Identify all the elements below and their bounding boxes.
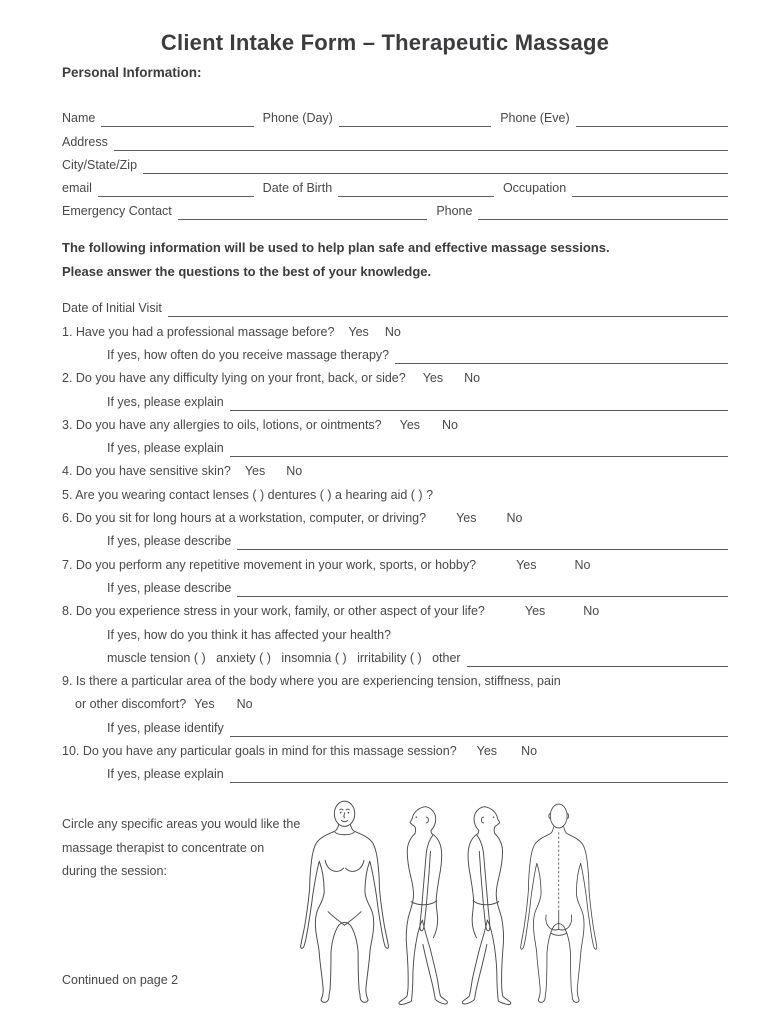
question-9-no-option[interactable]: No [236,697,253,712]
address-label: Address [62,134,108,149]
question-1-text: 1. Have you had a professional massage before? [62,324,335,339]
question-6-text: 6. Do you sit for long hours at a workstation, computer, or driving? [62,511,427,526]
question-1-subrow [62,341,728,364]
body-map-instructions [62,813,312,883]
question-4-text: 4. Do you have sensitive skin? [62,464,231,479]
question-7-text: 7. Do you perform any repetitive movement in your work, sports, or hobby? [62,557,477,572]
question-2-yes-option[interactable]: Yes [422,371,444,386]
initial-visit-label: Date of Initial Visit [62,301,162,316]
question-4 [62,457,728,480]
phone-eve-label: Phone (Eve) [500,111,570,126]
question-2-sub-input-line[interactable] [230,390,728,411]
question-8-text: 8. Do you experience stress in your work, family, or other aspect of your life? [62,604,485,619]
question-8-sub1-label: If yes, how do you think it has affected your health? [107,627,391,642]
address-input-line[interactable] [114,130,728,151]
name-input-line[interactable] [101,106,253,127]
question-7-subrow [62,574,728,597]
question-8-no-option[interactable]: No [583,604,600,619]
date-of-birth-label: Date of Birth [262,181,333,196]
phone-day-label: Phone (Day) [262,111,333,126]
personal-row-name-phones [62,104,728,127]
question-8-sub2-options: muscle tension ( ) anxiety ( ) insomnia ( ) irritability ( ) other [107,650,461,665]
question-7-sub-input-line[interactable] [237,576,728,597]
question-3-sub-input-line[interactable] [230,436,728,457]
question-3-no-option[interactable]: No [442,417,459,432]
question-8-other-input-line[interactable] [467,646,728,667]
question-8-subrow-2 [62,644,728,667]
city-state-zip-input-line[interactable] [143,153,728,174]
question-6 [62,504,728,527]
continued-on-page-2-note: Continued on page 2 [62,973,179,987]
question-10-no-option[interactable]: No [521,744,538,759]
questions-block [62,294,728,783]
page-title: Client Intake Form – Therapeutic Massage [160,30,610,55]
question-9-subrow [62,713,728,736]
question-2-subrow [62,387,728,410]
question-2 [62,364,728,387]
question-3-sub-label: If yes, please explain [107,441,224,456]
question-9-yes-option[interactable]: Yes [194,697,215,712]
question-2-no-option[interactable]: No [464,371,481,386]
occupation-input-line[interactable] [572,176,728,197]
intro-line-2: Please answer the questions to the best of your knowledge. [62,263,432,279]
city-state-zip-label: City/State/Zip [62,157,138,172]
question-7-sub-label: If yes, please describe [107,580,232,595]
question-6-subrow [62,527,728,550]
body-figures [298,795,598,1007]
question-6-yes-option[interactable]: Yes [456,511,477,526]
question-1-sub-input-line[interactable] [395,343,728,364]
question-9-sub-label: If yes, please identify [107,720,224,735]
question-9-sub-input-line[interactable] [230,716,728,737]
question-9-text-line2: or other discomfort? [75,697,187,712]
question-8 [62,597,728,620]
emergency-phone-input-line[interactable] [478,199,728,220]
question-6-sub-input-line[interactable] [237,529,728,550]
question-10-yes-option[interactable]: Yes [476,744,498,759]
personal-row-emergency [62,197,728,220]
question-1 [62,317,728,340]
question-7-yes-option[interactable]: Yes [516,557,537,572]
personal-row-address [62,127,728,150]
question-4-yes-option[interactable]: Yes [244,464,266,479]
personal-row-email-dob-occupation [62,174,728,197]
emergency-contact-input-line[interactable] [178,199,428,220]
question-5 [62,480,728,503]
question-4-no-option[interactable]: No [286,464,303,479]
question-8-subrow-1 [62,620,728,643]
question-2-text: 2. Do you have any difficulty lying on your front, back, or side? [62,371,406,386]
question-2-sub-label: If yes, please explain [107,394,224,409]
body-figure-back-view[interactable] [519,800,598,1007]
body-figure-front-view[interactable] [298,797,391,1007]
question-9-line-2 [62,690,728,713]
question-3 [62,411,728,434]
question-10-text: 10. Do you have any particular goals in mind for this massage session? [62,744,457,759]
initial-visit-input-line[interactable] [168,296,728,317]
phone-day-input-line[interactable] [339,106,491,127]
question-3-subrow [62,434,728,457]
question-6-sub-label: If yes, please describe [107,534,232,549]
email-label: email [62,181,92,196]
personal-information-heading: Personal Information: [62,65,202,80]
question-10-sub-label: If yes, please explain [107,767,224,782]
question-1-sub-label: If yes, how often do you receive massage therapy? [107,347,390,362]
question-7-no-option[interactable]: No [574,557,591,572]
question-7 [62,550,728,573]
personal-info-block [62,104,728,220]
body-figure-right-side-view[interactable] [456,802,517,1007]
question-1-yes-option[interactable]: Yes [348,324,369,339]
intro-line-1: The following information will be used to help plan safe and effective massage sessions. [62,240,610,256]
question-1-no-option[interactable]: No [384,324,401,339]
question-9-text-line1: 9. Is there a particular area of the body where you are experiencing tension, stiffness, pain [62,674,561,689]
body-map-instruction-line-3: during the session: [62,863,167,878]
name-label: Name [62,111,96,126]
body-map-instruction-line-2: massage therapist to concentrate on [62,840,265,855]
phone-eve-input-line[interactable] [576,106,728,127]
question-3-text: 3. Do you have any allergies to oils, lotions, or ointments? [62,417,382,432]
question-6-no-option[interactable]: No [506,511,523,526]
emergency-phone-label: Phone [436,204,473,219]
email-input-line[interactable] [98,176,254,197]
question-10 [62,737,728,760]
question-10-subrow [62,760,728,783]
question-10-sub-input-line[interactable] [230,762,728,783]
body-map-instruction-line-1: Circle any specific areas you would like the [62,817,301,832]
question-5-text: 5. Are you wearing contact lenses ( ) dentures ( ) a hearing aid ( ) ? [62,487,434,502]
question-9-line-1 [62,667,728,690]
emergency-contact-label: Emergency Contact [62,204,172,219]
question-3-yes-option[interactable]: Yes [399,417,421,432]
initial-visit-row [62,294,728,317]
personal-row-city-state-zip [62,151,728,174]
body-figure-left-side-view[interactable] [393,802,454,1007]
intro-paragraph [62,236,728,283]
occupation-label: Occupation [502,181,567,196]
question-8-yes-option[interactable]: Yes [524,604,546,619]
date-of-birth-input-line[interactable] [338,176,494,197]
